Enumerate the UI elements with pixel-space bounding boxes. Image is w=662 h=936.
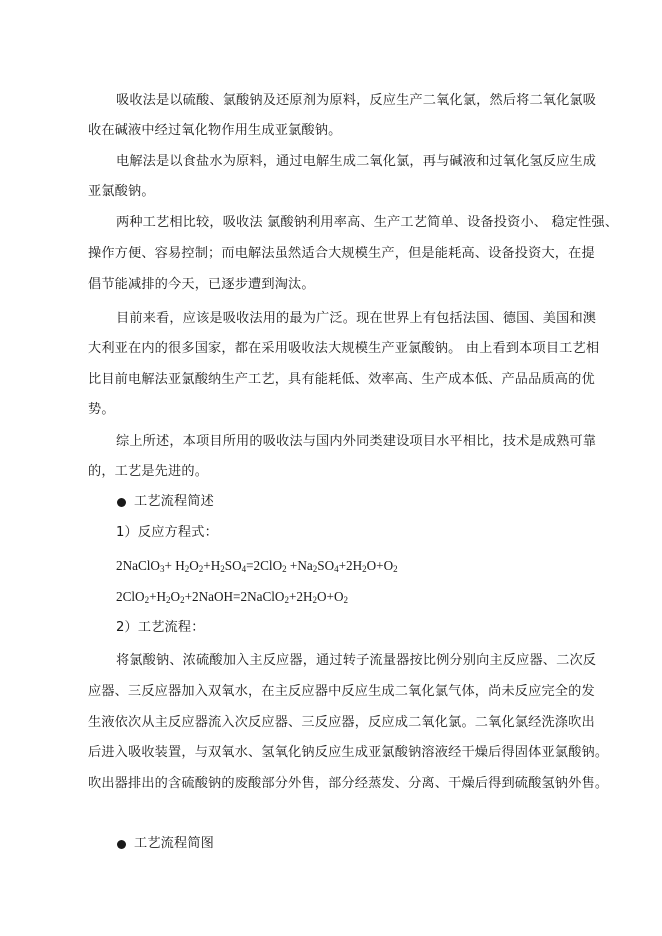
- paragraph-3-line-2: 操作方便、容易控制；而电解法虽然适合大规模生产，但是能耗高、设备投资大，在提: [88, 246, 595, 261]
- paragraph-3-line-1: 两种工艺相比较，吸收法 氯酸钠利用率高、生产工艺简单、设备投资小、 稳定性强、: [116, 215, 619, 230]
- paragraph-1-line-1: 吸收法是以硫酸、氯酸钠及还原剂为原料，反应生产二氧化氯，然后将二氧化氯吸: [116, 93, 597, 108]
- paragraph-4-line-4: 势。: [88, 402, 115, 417]
- process-line-4: 后进入吸收装置，与双氧水、氢氧化钠反应生成亚氯酸钠溶液经干燥后得固体亚氯酸钠。: [88, 745, 609, 760]
- process-line-2: 应器、三反应器加入双氧水，在主反应器中反应生成二氧化氯气体，尚未反应完全的发: [88, 684, 595, 699]
- paragraph-1-line-2: 收在碱液中经过氧化物作用生成亚氯酸钠。: [88, 123, 342, 138]
- paragraph-4-line-1: 目前来看，应该是吸收法用的最为广泛。现在世界上有包括法国、德国、美国和澳: [116, 311, 597, 326]
- paragraph-2-line-1: 电解法是以食盐水为原料，通过电解生成二氧化氯，再与碱液和过氧化氢反应生成: [116, 154, 597, 169]
- process-line-3: 生液依次从主反应器流入次反应器、三反应器，反应成二氧化氯。二氧化氯经洗涤吹出: [88, 715, 595, 730]
- section-heading-process-description: 工艺流程简述: [134, 494, 215, 509]
- bullet-icon: [117, 498, 126, 507]
- process-line-5: 吹出器排出的含硫酸钠的废酸部分外售，部分经蒸发、分离、干燥后得到硫酸氢钠外售。: [88, 776, 609, 791]
- paragraph-3-line-3: 倡节能减排的今天，已逐步遭到淘汰。: [88, 277, 315, 292]
- paragraph-2-line-2: 亚氯酸钠。: [88, 184, 155, 199]
- section-heading-process-diagram: 工艺流程简图: [134, 836, 215, 851]
- process-line-1: 将氯酸钠、浓硫酸加入主反应器，通过转子流量器按比例分别向主反应器、二次反: [116, 653, 597, 668]
- paragraph-4-line-3: 比目前电解法亚氯酸纳生产工艺，具有能耗低、效率高、生产成本低、产品品质高的优: [88, 372, 595, 387]
- subheading-reaction-equations: 1）反应方程式：: [116, 525, 218, 540]
- subheading-process-flow: 2）工艺流程：: [116, 620, 205, 635]
- equation-2: $2ClO_2+H_2O_2+2NaOH=2NaClO_2+2H_2O+O_2$: [116, 589, 348, 605]
- paragraph-4-line-2: 大利亚在内的很多国家，都在采用吸收法大规模生产亚氯酸钠。 由上看到本项目工艺相: [88, 341, 600, 356]
- bullet-icon: [117, 840, 126, 849]
- paragraph-5-line-2: 的，工艺是先进的。: [88, 464, 209, 479]
- equation-1: 2NaClO$_3$+ $H_2O_2+H_2SO_4=2ClO_2 +Na_2SO_4+2H_2O+O_2$: [116, 558, 398, 574]
- paragraph-5-line-1: 综上所述，本项目所用的吸收法与国内外同类建设项目水平相比，技术是成熟可靠: [116, 434, 597, 449]
